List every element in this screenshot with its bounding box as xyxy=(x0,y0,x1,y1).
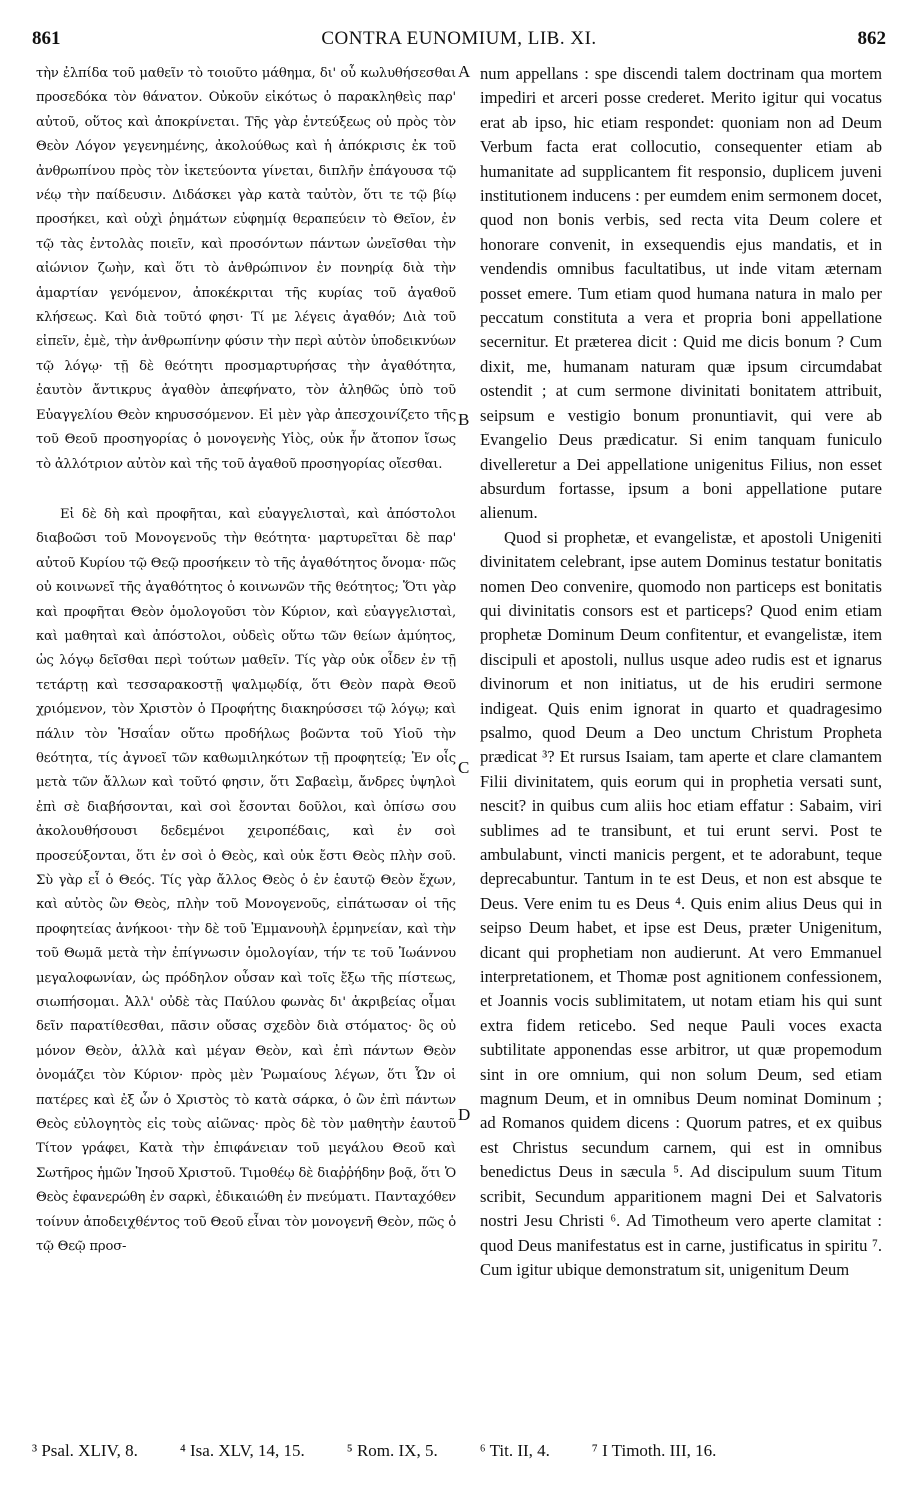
greek-paragraph-2: Εἰ δὲ δὴ καὶ προφῆται, καὶ εὐαγγελισταὶ, καὶ ἀπόστολοι διαβοῶσι τοῦ Μονογενοῦς τὴν θεότητα· μαρτυρεῖται δὲ παρ' αὐτοῦ Κυρίου τῷ Θεῷ προσήκειν τὸ τῆς ἀγαθότητος ὄνομα· πῶς οὐ κοινωνεῖ τῆς ἀγαθότητος ὁ κοινωνῶν τῆς θεότητος; Ὅτι γὰρ καὶ προφῆται Θεὸν ὁμολογοῦσι τὸν Κύριον, καὶ εὐαγγελισταὶ, καὶ μαθηταὶ καὶ ἀπόστολοι, οὐδεὶς οὕτω τῶν θείων ἀμύητος, ὡς λόγῳ δεῖσθαι περὶ τούτων μαθεῖν. Τίς γὰρ οὐκ οἶδεν ἐν τῇ τετάρτῃ καὶ τεσσαρακοστῇ ψαλμῳδίᾳ, ὅτι Θεὸν παρὰ Θεοῦ χριόμενον, τὸν Χριστὸν ὁ Προφήτης διακηρύσσει τῷ λόγῳ; καὶ πάλιν τὸν Ἡσαΐαν οὕτω προδήλως βοῶντα τοῦ Υἱοῦ τὴν θεότητα, τίς ἀγνοεῖ τῶν καθωμιληκότων τῇ προφητείᾳ; Ἐν οἷς μετὰ τῶν ἄλλων καὶ τοῦτό φησιν, ὅτι Σαβαεὶμ, ἄνδρες ὑψηλοὶ ἐπὶ σὲ διαβήσονται, καὶ σοὶ ἔσονται δοῦλοι, καὶ ὀπίσω σου ἀκολουθήσουσι δεδεμένοι χειροπέδαις, καὶ ἐν σοὶ προσεύξονται, ὅτι ἐν σοὶ ὁ Θεὸς, καὶ οὐκ ἔστι Θεὸς πλὴν σοῦ. Σὺ γὰρ εἶ ὁ Θεός. Τίς γὰρ ἄλλος Θεὸς ὁ ἐν ἑαυτῷ Θεὸν ἔχων, καὶ αὐτὸς ὢν Θεὸς, πλὴν τοῦ Μονογενοῦς, εἰπάτωσαν οἱ τῆς προφητείας ἀνήκοοι· τὴν δὲ τοῦ Ἐμμανουὴλ ἑρμηνείαν, καὶ τὴν τοῦ Θωμᾶ μετὰ τὴν ἐπίγνωσιν ὁμολογίαν, τήν τε τοῦ Ἰωάννου μεγαλοφωνίαν, ὡς πρόδηλον οὖσαν καὶ τοῖς ἔξω τῆς πίστεως, σιωπήσομαι. Ἀλλ' οὐδὲ τὰς Παύλου φωνὰς δι' ἀκριβείας οἶμαι δεῖν παρατίθεσθαι, πᾶσιν οὔσας σχεδὸν διὰ στόματος· ὃς οὐ μόνον Θεὸν, ἀλλὰ καὶ μέγαν Θεὸν, καὶ ἐπὶ πάντων Θεὸν ὀνομάζει τὸν Κύριον· πρὸς μὲν Ῥωμαίους λέγων, ὅτι Ὧν οἱ πατέρες καὶ ἐξ ὧν ὁ Χριστὸς τὸ κατὰ σάρκα, ὁ ὢν ἐπὶ πάντων Θεὸς εὐλογητὸς εἰς τοὺς αἰῶνας· πρὸς δὲ τὸν μαθητὴν ἑαυτοῦ Τίτον γράφει, Κατὰ τὴν ἐπιφάνειαν τοῦ μεγάλου Θεοῦ καὶ Σωτῆρος ἡμῶν Ἰησοῦ Χριστοῦ. Τιμοθέῳ δὲ διαῤῥήδην βοᾷ, ὅτι Ὁ Θεὸς ἐφανερώθη ἐν σαρκὶ, ἐδικαιώθη ἐν πνεύματι. Πανταχόθεν τοίνυν ἀποδειχθέντος τοῦ Θεοῦ εἶναι τὸν μονογενῆ Θεὸν, πῶς ὁ τῷ Θεῷ προσ- xyxy=(36,506,456,1255)
footnote-6: ⁶ Tit. II, 4. xyxy=(479,1441,550,1460)
greek-column xyxy=(36,62,456,1260)
margin-letter-c: C xyxy=(458,758,470,777)
margin-letter-b: B xyxy=(458,410,470,429)
greek-paragraph-1: τὴν ἐλπίδα τοῦ μαθεῖν τὸ τοιοῦτο μάθημα, δι' οὗ κωλυθήσεσθαι προσεδόκα τὸν θάνατον. Οὐκοῦν εἰκότως ὁ παρακληθεὶς παρ' αὐτοῦ, οὕτος καὶ ἀποκρίνεται. Τῆς γὰρ ἐντεύξεως οὐ πρὸς τὸν Θεὸν Λόγον γεγενημένης, ἀκολούθως καὶ ἡ ἀπόκρισις ἐκ τοῦ ἀνθρωπίνου πρὸς τὸν ἱκετεύοντα γίνεται, διπλῆν ἐπάγουσα τῷ νέῳ τὴν παίδευσιν. Διδάσκει γὰρ κατὰ ταὐτὸν, ὅτι τε τῷ βίῳ προσήκει, καὶ οὐχὶ ῥημάτων εὐφημίᾳ θεραπεύειν τὸ Θεῖον, ἐν τῷ τὰς ἐντολὰς ποιεῖν, καὶ προσόντων πάντων ὠνεῖσθαι τὴν αἰώνιον ζωὴν, καὶ ὅτι τὸ ἀνθρώπινον ἐν πονηρίᾳ διὰ τὴν ἁμαρτίαν γενόμενον, ἀποκέκριται τῆς κυρίας τοῦ ἀγαθοῦ κλήσεως. Καὶ διὰ τοῦτό φησι· Τί με λέγεις ἀγαθόν; Διὰ τοῦ εἰπεῖν, ἐμὲ, τὴν ἀνθρωπίνην φύσιν τὴν περὶ αὐτὸν ὑποδεικνύων τῷ λόγῳ· τῇ δὲ θεότητι προσμαρτυρήσας τὴν ἀγαθότητα, ἑαυτὸν ἄντικρυς ἀγαθὸν ἀπεφήνατο, τὸν ἀληθῶς ὑπὸ τοῦ Εὐαγγελίου Θεὸν κηρυσσόμενον. Εἰ μὲν γὰρ ἀπεσχοινίζετο τῆς τοῦ Θεοῦ προσηγορίας ὁ μονογενὴς Υἱὸς, οὐκ ἦν ἄτοπον ἴσως τὸ ἀλλότριον αὐτὸν καὶ τῆς τοῦ ἀγαθοῦ προσηγορίας οἴεσθαι. xyxy=(36,66,456,472)
page-number-left: 861 xyxy=(32,28,61,49)
latin-paragraph-1: num appellans : spe discendi talem doctrinam qua mortem impediri et arceri posse crederet. Merito igitur qui vocatus erat ab ipso, hic etiam respondet: quoniam non ad Deum Verbum facta erat collocutio, consequenter etiam ab humanitate ad supplicantem fit responsio, duplicem juveni institutionem inducens : per eumdem enim sermonem docet, quod non bonis verbis, sed recta vita Deum colere et honorare convenit, in exsequendis ejus mandatis, et in vendendis omnibus facultatibus, ut inde vitam æternam posset emere. Tum etiam quod humana natura in malo per peccatum constituta a vera et propria boni appellatione secernitur. Et præterea dicit : Quid me dicis bonum ? Cum dixit, me, humanam naturam quæ ipsum circumdabat ostendit ; at cum sermone divinitati bonitatem attribuit, seipsum e vestigio bonum pronuntiavit, qui vere ab Evangelio Deus prædicatur. Si enim tanquam funiculo divelleretur a Dei appellatione unigenitus Filius, non esset absurdum fortasse, ipsum a boni appellatione putare alienum. xyxy=(480,64,882,523)
footnote-4: ⁴ Isa. XLV, 14, 15. xyxy=(179,1441,305,1460)
footnote-3: ³ Psal. XLIV, 8. xyxy=(32,1441,138,1460)
latin-column xyxy=(480,62,882,1282)
footnote-7: ⁷ I Timoth. III, 16. xyxy=(591,1441,717,1460)
margin-letter-a: A xyxy=(458,62,471,81)
page-number-right: 862 xyxy=(857,28,886,49)
footnote-5: ⁵ Rom. IX, 5. xyxy=(346,1441,438,1460)
running-title: CONTRA EUNOMIUM, LIB. XI. xyxy=(321,28,597,49)
running-header xyxy=(32,28,886,56)
margin-letter-d: D xyxy=(458,1105,471,1124)
footnotes xyxy=(32,1441,892,1461)
latin-paragraph-2: Quod si prophetæ, et evangelistæ, et apostoli Unigeniti divinitatem celebrant, ipse autem Dominus testatur bonitatis nomen Deo convenire, quomodo non particeps est bonitatis qui divinitatis consors est et particeps? Quod enim etiam prophetæ Dominum Deum confitentur, et evangelistæ, item discipuli et apostoli, nullus usque adeo rudis est et ignarus divinorum et non initiatus, ut de his erudiri sermone indigeat. Quis enim ignorat in quarto et quadragesimo psalmo, quod Deum a Deo unctum Christum Propheta prædicat ³? Et rursus Isaiam, tam aperte et clare clamantem Filii divinitatem, quis eorum qui in prophetia versati sunt, nescit? in quibus cum aliis hoc etiam effatur : Sabaim, viri sublimes ad te transibunt, et tui erunt servi. Post te ambulabunt, vincti manicis pergent, et te adorabunt, teque deprecabuntur. Tantum in te est Deus, et non est absque te Deus. Vere enim tu es Deus ⁴. Quis enim alius Deus qui in seipso Deum habet, et ipse est Deus, præter Unigenitum, dicant qui prophetiam non audierunt. At vero Emmanuel interpretationem, et Thomæ post agnitionem confessionem, et Joannis vocis sublimitatem, ut notam etiam his qui sunt extra fidem reticebo. Sed neque Pauli voces exacta subtilitate apponendas esse arbitror, ut quæ propemodum sint in ore omnium, qui non solum Deum, sed etiam magnum Deum, et in omnibus Deum nominat Dominum ; ad Romanos quidem dicens : Quorum patres, et ex quibus est Christus secundum carnem, qui est in omnibus benedictus Deus in sæcula ⁵. Ad discipulum suum Titum scribit, Secundum apparitionem magni Dei et Salvatoris nostri Jesu Christi ⁶. Ad Timotheum vero aperte clamitat : quod Deus manifestatus est in carne, justificatus in spiritu ⁷. Cum igitur ubique demonstratum sit, unigenitum Deum xyxy=(480,527,882,1279)
